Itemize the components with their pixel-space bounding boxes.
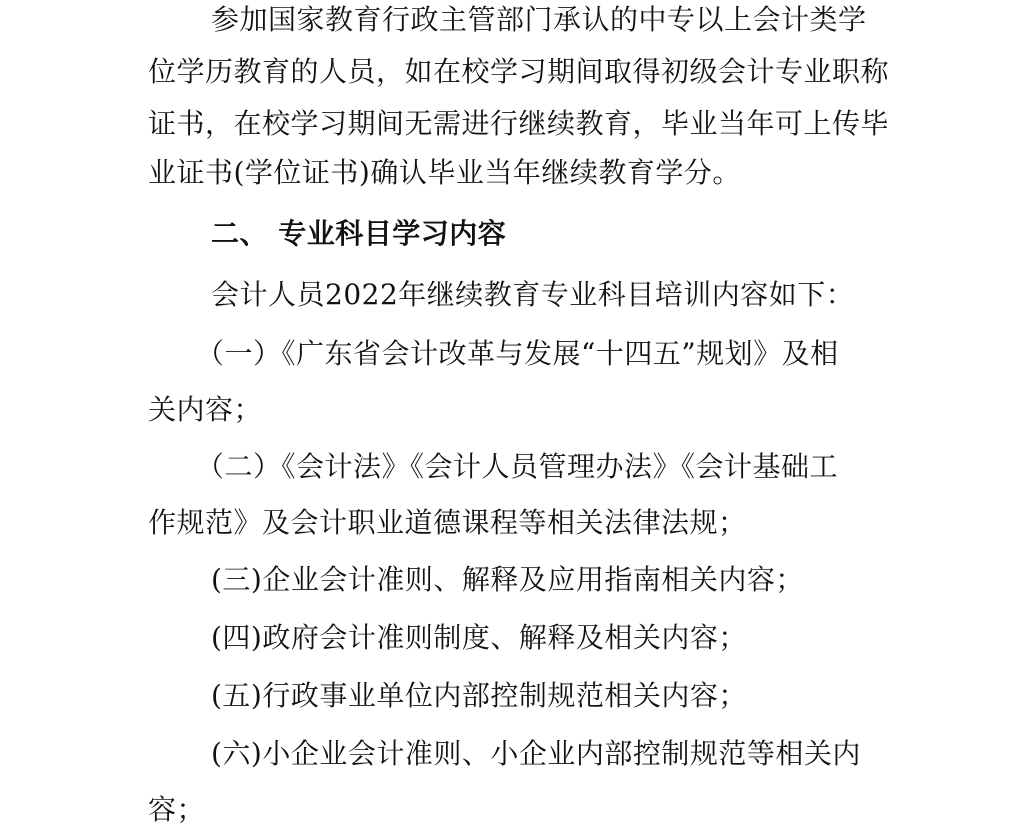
list-item-line: (四)政府会计准则制度、解释及相关内容； — [211, 621, 747, 654]
list-item-line: (三)企业会计准则、解释及应用指南相关内容； — [211, 563, 804, 596]
list-item-line: （一）《广东省会计改革与发展“十四五”规划》及相 — [196, 337, 839, 370]
paragraph-line: 位学历教育的人员，如在校学习期间取得初级会计专业职称 — [148, 55, 890, 88]
list-item-line: (五)行政事业单位内部控制规范相关内容； — [211, 679, 747, 712]
intro-text: 会计人员2022年继续教育专业科目培训内容如下： — [211, 278, 855, 311]
section-heading: 二、 专业科目学习内容 — [211, 217, 507, 250]
list-item-line: (六)小企业会计准则、小企业内部控制规范等相关内 — [211, 737, 861, 770]
list-item-line: 作规范》及会计职业道德课程等相关法律法规； — [148, 506, 747, 539]
list-item-line: （二）《会计法》《会计人员管理办法》《会计基础工 — [196, 450, 839, 483]
list-item-line: 容； — [148, 793, 206, 826]
paragraph-line: 业证书(学位证书)确认毕业当年继续教育学分。 — [148, 156, 741, 189]
paragraph-line: 参加国家教育行政主管部门承认的中专以上会计类学 — [211, 3, 867, 36]
list-item-line: 关内容； — [148, 393, 263, 426]
paragraph-line: 证书，在校学习期间无需进行继续教育，毕业当年可上传毕 — [148, 107, 890, 140]
